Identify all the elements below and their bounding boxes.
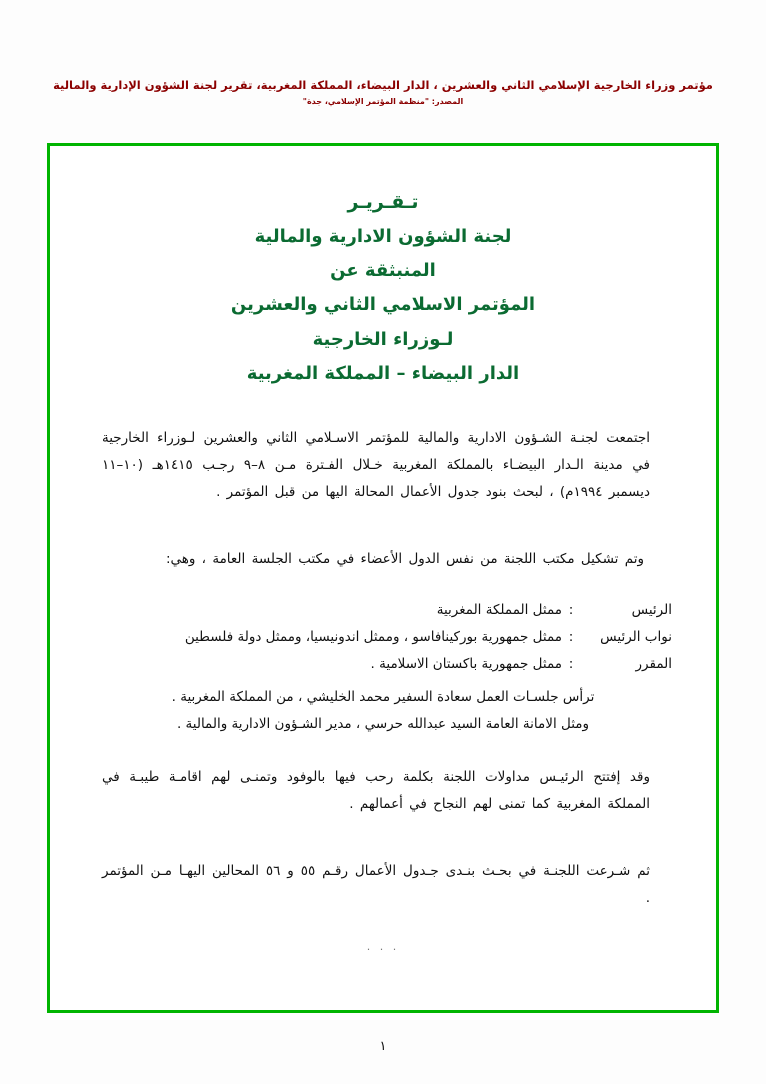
roster-row <box>94 597 672 624</box>
bureau-roster <box>94 597 672 678</box>
paragraph-agenda-items: ثم شـرعت اللجنـة في بحـث بنـدى جـدول الأعمال رقـم ٥٥ و ٥٦ المحالين اليهـا مـن المؤتمر . <box>102 863 650 907</box>
document-header <box>0 78 766 106</box>
roster-label-rapporteur: المقرر <box>635 656 672 673</box>
title-line-4: المؤتمر الاسلامي الثاني والعشرين <box>230 294 536 316</box>
title-line-5: لـوزراء الخارجية <box>312 328 454 350</box>
title-line-3: المنبثقة عن <box>330 260 436 282</box>
roster-note-secretariat: ومثل الامانة العامة السيد عبدالله حرسي ، مدير الشـؤون الادارية والمالية . <box>176 716 590 733</box>
roster-separator: : <box>568 602 574 619</box>
roster-note-chair-sessions: ترأس جلسـات العمل سعادة السفير محمد الخليشي ، من المملكة المغربية . <box>171 689 595 706</box>
ornament-dots: . . . <box>366 940 400 954</box>
paragraph-meeting-details: اجتمعت لجنـة الشـؤون الادارية والمالية للمؤتمر الاسـلامي الثاني والعشرين لـوزراء الخارجية في مدينة الـدار البيضـاء بالمملكة المغربية خـلال الفـترة مـن ٨–٩ رجـب ١٤١٥هـ (١٠–١١ ديسمبر ١٩٩٤م) ، لبحث بنود جدول الأعمال المحالة اليها من قبل المؤتمر . <box>102 430 650 501</box>
roster-label-chairman: الرئيس <box>631 602 672 619</box>
roster-value-chairman: ممثل المملكة المغربية <box>436 602 562 619</box>
roster-label-vice-chairmen: نواب الرئيس <box>600 629 672 646</box>
title-line-6: الدار البيضاء – المملكة المغربية <box>246 362 520 384</box>
header-title: مؤتمر وزراء الخارجية الإسلامي الثاني والعشرين ، الدار البيضاء، المملكة المغربية، تقرير لجنة الشؤون الإدارية والمالية <box>53 78 713 92</box>
paragraph-opening-remarks: وقد إفتتح الرئيـس مداولات اللجنة بكلمة رحب فيها بالوفود وتمنـى لهم اقامـة طيبـة في المملكة المغربية كما تمنى لهم النجاح في أعمالهم . <box>102 769 650 813</box>
roster-separator: : <box>568 629 574 646</box>
title-line-1: تـقـريـر <box>347 191 419 213</box>
roster-value-vice-chairmen: ممثل جمهورية بوركينافاسو ، وممثل اندونيسيا، وممثل دولة فلسطين <box>184 629 562 646</box>
report-title-block <box>94 184 672 391</box>
roster-notes <box>94 684 672 738</box>
roster-row <box>94 651 672 678</box>
green-border-frame <box>47 143 719 1013</box>
roster-separator: : <box>568 656 574 673</box>
document-content <box>50 146 716 1010</box>
paragraph-bureau-composition: وتم تشكيل مكتب اللجنة من نفس الدول الأعضاء في مكتب الجلسة العامة ، وهي: <box>165 551 644 568</box>
spacer <box>94 530 672 546</box>
title-line-2: لجنة الشؤون الادارية والمالية <box>254 226 512 248</box>
roster-value-rapporteur: ممثل جمهورية باكستان الاسلامية . <box>370 656 562 673</box>
spacer <box>94 842 672 858</box>
page-number: ١ <box>379 1039 387 1054</box>
spacer <box>94 738 672 764</box>
roster-row <box>94 624 672 651</box>
report-body <box>94 425 672 958</box>
header-source: المصدر: "منظمة المؤتمر الإسلامي، جدة" <box>302 96 464 106</box>
